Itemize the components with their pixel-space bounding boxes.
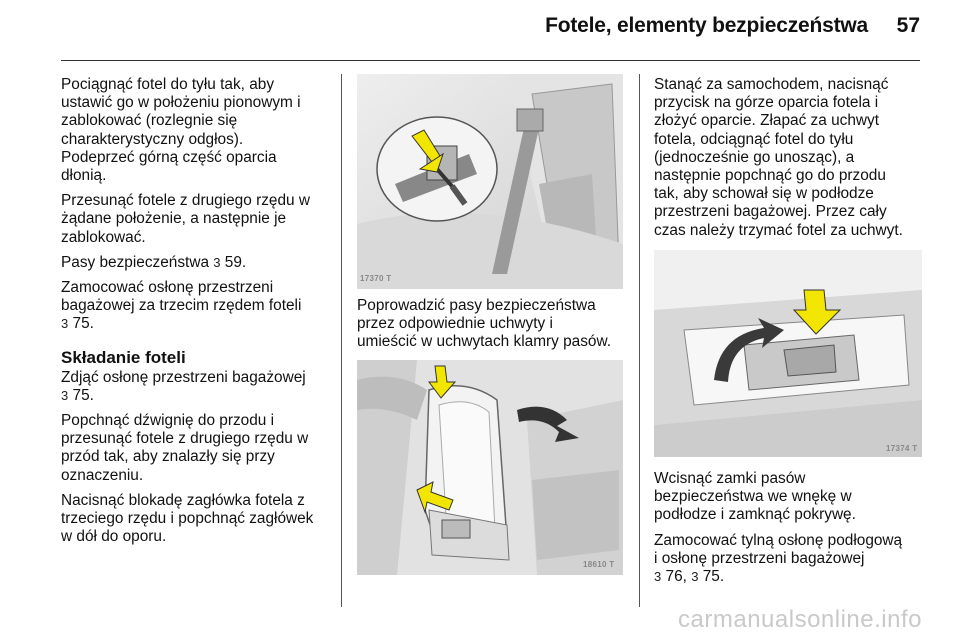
paragraph-2: Przesunąć fotele z drugiego rzędu w żądane położenie, a następnie je zablokować. [61, 192, 310, 246]
header-rule [61, 60, 920, 61]
paragraph-col3-3: Zamocować tylną osłonę podłogową i osłonę przestrzeni bagażowej 3 76, 3 75. [654, 531, 903, 586]
reference-arrow-icon: 3 [61, 387, 69, 403]
paragraph-col3-2: Wcisnąć zamki pasów bezpieczeństwa we wnękę w podłodze i zamknąć pokrywę. [654, 470, 856, 524]
reference-arrow-icon: 3 [213, 254, 221, 270]
page-number: 57 [896, 14, 920, 37]
figure-floor-stowage [654, 250, 922, 457]
paragraph-col3-1: Stanąć za samochodem, nacisnąć przycisk na górze oparcia fotela i złożyć oparcie. Złapać za uchwyt fotela, odciągnąć fotel do tyłu (jednocześnie go unosząc), a następnie popchnąć go do przodu tak, aby schował się w podłodze przestrzeni bagażowej. Przez cały czas należy trzymać fotel za uchwyt. [654, 76, 903, 239]
seat-headrest-illustration [357, 360, 623, 575]
paragraph-6: Popchnąć dźwignię do przodu i przesunąć fotele z drugiego rzędu w przód tak, aby znalazły się przy oznaczeniu. [61, 412, 309, 484]
figure-code: 17374 T [886, 444, 918, 453]
reference-arrow-icon: 3 [61, 316, 69, 332]
column-divider-1 [341, 74, 342, 607]
page-reference-link[interactable]: 76, [665, 568, 687, 586]
column-3-text-bottom [654, 470, 929, 593]
watermark: carmanualsonline.info [678, 606, 922, 633]
paragraph-3: Pasy bezpieczeństwa 3 59. [61, 253, 247, 271]
reference-arrow-icon: 3 [691, 569, 699, 585]
paragraph-1: Pociągnąć fotel do tyłu tak, aby ustawić go w położeniu pionowym i zablokować (rozlegnie się charakterystyczny odgłos). Podeprzeć górną część oparcia dłonią. [61, 76, 301, 185]
page-reference-link[interactable]: 75. [72, 315, 94, 333]
paragraph-5: Zdjąć osłonę przestrzeni bagażowej 3 75. [61, 368, 306, 404]
section-heading: Składanie foteli [61, 347, 186, 367]
paragraph-col2: Poprowadzić pasy bezpieczeństwa przez odpowiednie uchwyty i umieścić w uchwytach klamry pasów. [357, 297, 612, 351]
reference-arrow-icon: 3 [654, 569, 662, 585]
column-1 [61, 76, 333, 553]
page-reference-link[interactable]: 59. [224, 253, 247, 271]
figure-seat-headrest [357, 360, 623, 575]
figure-code: 18610 T [583, 560, 615, 569]
column-3-text-top [654, 76, 929, 247]
page-reference-link[interactable]: 75. [72, 386, 94, 404]
column-divider-2 [639, 74, 640, 607]
header-title: Fotele, elementy bezpieczeństwa [545, 14, 868, 37]
paragraph-4: Zamocować osłonę przestrzeni bagażowej za trzecim rzędem foteli 3 75. [61, 279, 302, 333]
figure-seatbelt-guide [357, 74, 623, 289]
column-2-text [357, 297, 629, 359]
paragraph-7: Nacisnąć blokadę zagłówka fotela z trzeciego rzędu i popchnąć zagłówek w dół do oporu. [61, 491, 314, 546]
seatbelt-illustration [357, 74, 623, 289]
figure-code: 17370 T [360, 274, 392, 283]
page-reference-link[interactable]: 75. [702, 568, 725, 586]
floor-stowage-illustration [654, 250, 922, 457]
